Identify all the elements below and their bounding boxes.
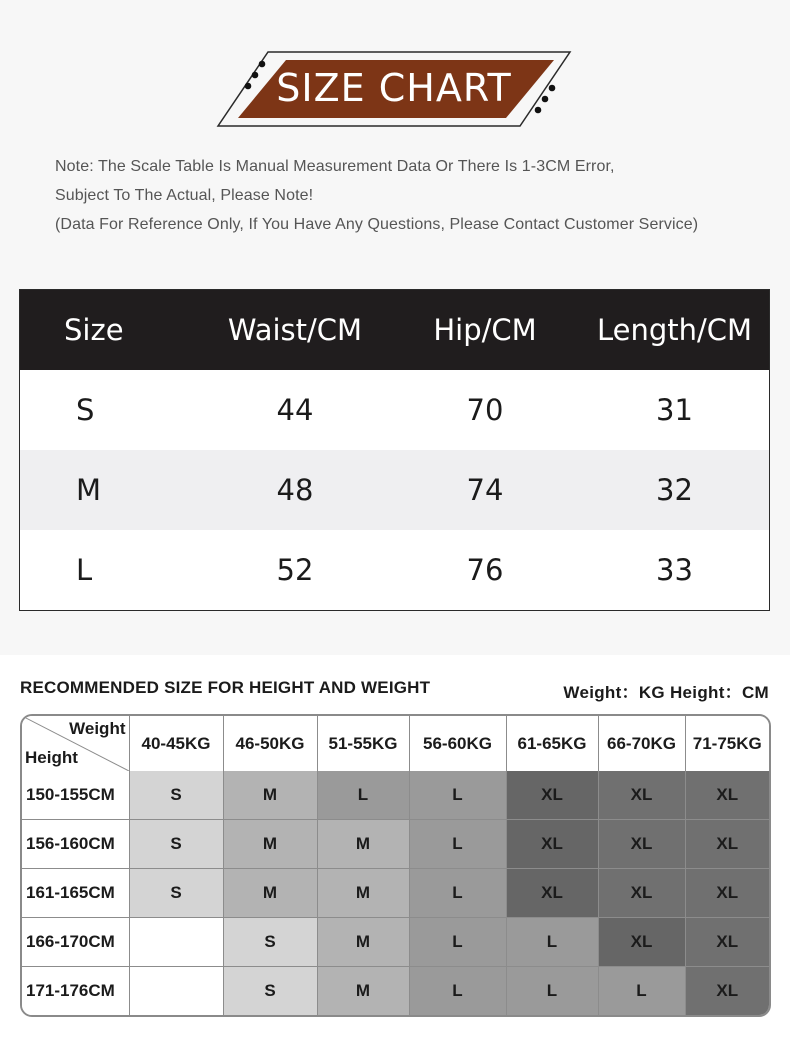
size-cell: XL: [685, 820, 769, 869]
weight-header: 61-65KG: [506, 716, 598, 771]
size-table-header: [20, 290, 769, 370]
size-cell: XL: [598, 820, 685, 869]
size-cell: S: [76, 393, 95, 427]
weight-header: 46-50KG: [223, 716, 317, 771]
size-cell: M: [223, 771, 317, 820]
header-waist: Waist/CM: [227, 313, 363, 347]
size-cell: M: [317, 966, 409, 1015]
note-line-1: Note: The Scale Table Is Manual Measurement Data Or There Is 1-3CM Error,: [55, 158, 615, 175]
height-label: 150-155CM: [22, 771, 129, 820]
size-cell: XL: [685, 869, 769, 918]
table-row: [20, 530, 769, 610]
size-cell: S: [129, 771, 223, 820]
table-row: [22, 966, 769, 1015]
waist-cell: 48: [276, 473, 314, 507]
height-label: 166-170CM: [22, 917, 129, 966]
header-length: Length/CM: [596, 313, 753, 347]
weight-header: 51-55KG: [317, 716, 409, 771]
size-cell: XL: [598, 771, 685, 820]
weight-header: 71-75KG: [685, 716, 769, 771]
hip-cell: 76: [466, 553, 504, 587]
table-row: [22, 917, 769, 966]
weight-header: 66-70KG: [598, 716, 685, 771]
length-cell: 32: [656, 473, 693, 507]
size-cell: L: [598, 966, 685, 1015]
size-cell: L: [506, 966, 598, 1015]
size-cell: XL: [506, 820, 598, 869]
table-row: [20, 450, 769, 530]
corner-cell: [22, 716, 129, 771]
hip-cell: 70: [466, 393, 504, 427]
hip-cell: 74: [466, 473, 504, 507]
size-cell: S: [223, 917, 317, 966]
size-cell: L: [409, 917, 506, 966]
size-cell: L: [76, 553, 93, 587]
banner-title: SIZE CHART: [276, 66, 512, 110]
size-cell: L: [317, 771, 409, 820]
size-cell: M: [76, 473, 102, 507]
size-cell: XL: [685, 771, 769, 820]
size-cell: XL: [685, 966, 769, 1015]
size-cell: M: [317, 820, 409, 869]
size-cell: M: [317, 869, 409, 918]
size-cell: XL: [506, 771, 598, 820]
size-cell: L: [409, 869, 506, 918]
note-line-3: (Data For Reference Only, If You Have Any Questions, Please Contact Customer Service): [55, 216, 699, 233]
units-label: Weight：KG Height：CM: [563, 683, 769, 702]
size-cell: L: [506, 917, 598, 966]
length-cell: 31: [656, 393, 693, 427]
corner-height-label: Height: [25, 748, 78, 767]
recommendation-table-frame: [20, 714, 771, 1017]
recommendation-table: [22, 716, 769, 1015]
size-cell: XL: [506, 869, 598, 918]
size-cell: L: [409, 820, 506, 869]
waist-cell: 52: [276, 553, 314, 587]
size-cell: M: [223, 869, 317, 918]
corner-weight-label: Weight: [69, 719, 126, 738]
note-line-2: Subject To The Actual, Please Note!: [55, 187, 314, 204]
size-cell: M: [223, 820, 317, 869]
recommendation-title: RECOMMENDED SIZE FOR HEIGHT AND WEIGHT: [20, 678, 431, 697]
weight-header: 56-60KG: [409, 716, 506, 771]
size-cell: M: [317, 917, 409, 966]
table-row: [22, 771, 769, 820]
header-hip: Hip/CM: [433, 313, 537, 347]
waist-cell: 44: [276, 393, 314, 427]
size-cell: L: [409, 966, 506, 1015]
size-table: [19, 289, 770, 611]
size-cell: XL: [685, 917, 769, 966]
height-label: 156-160CM: [22, 820, 129, 869]
height-label: 161-165CM: [22, 869, 129, 918]
size-cell: S: [223, 966, 317, 1015]
size-cell: XL: [598, 917, 685, 966]
table-row: [22, 869, 769, 918]
size-chart-banner: [214, 48, 574, 130]
size-cell: S: [129, 869, 223, 918]
size-cell: L: [409, 771, 506, 820]
height-label: 171-176CM: [22, 966, 129, 1015]
size-cell: [129, 966, 223, 1015]
length-cell: 33: [656, 553, 693, 587]
weight-header: 40-45KG: [129, 716, 223, 771]
weight-header-row: [22, 716, 769, 771]
header-size: Size: [64, 313, 124, 347]
table-row: [22, 820, 769, 869]
size-cell: XL: [598, 869, 685, 918]
size-cell: S: [129, 820, 223, 869]
table-row: [20, 370, 769, 450]
size-cell: [129, 917, 223, 966]
